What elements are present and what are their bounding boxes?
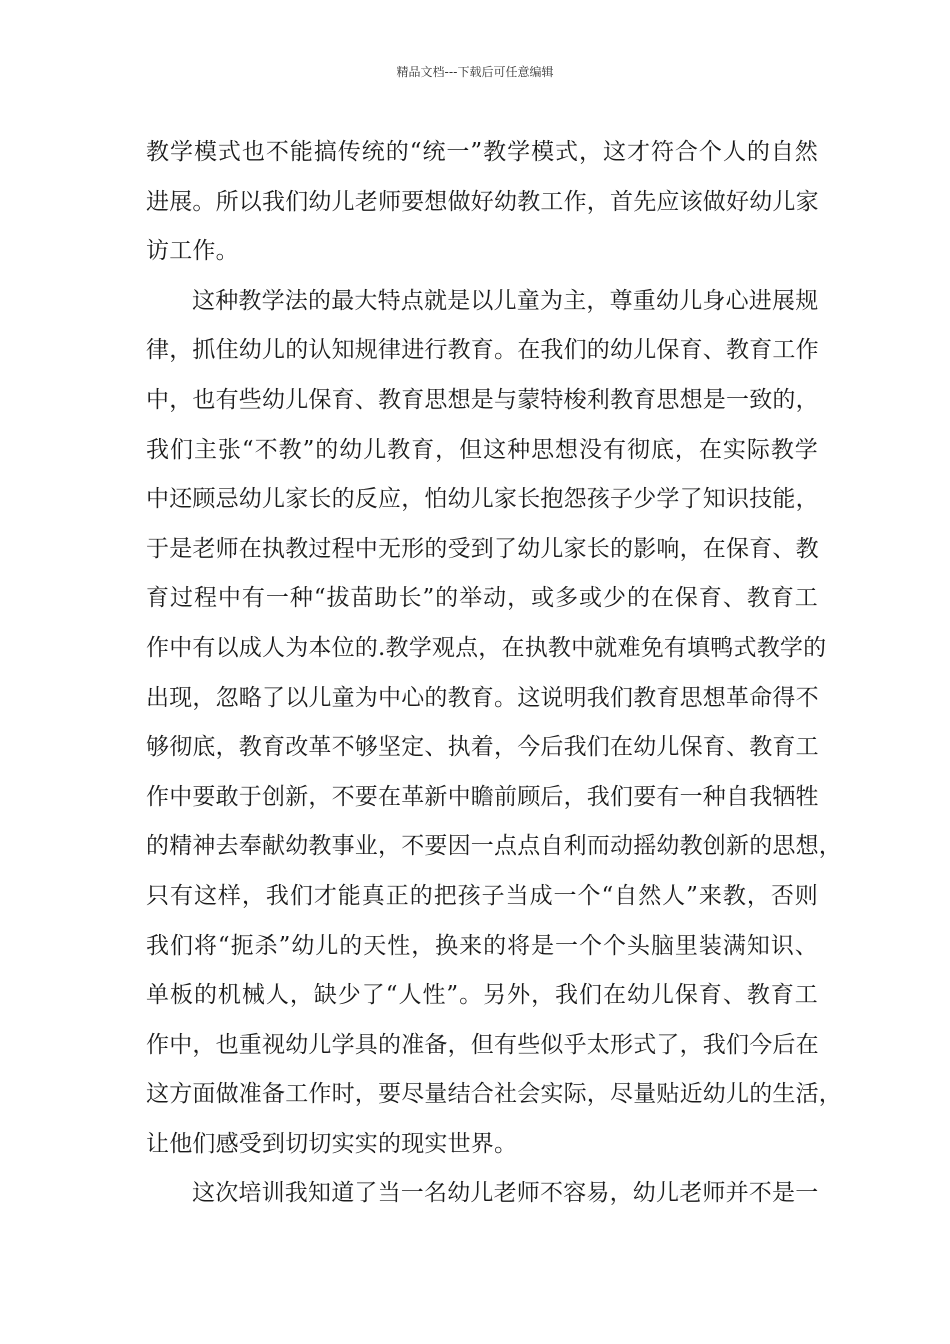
- text-line: 进展。所以我们幼儿老师要想做好幼教工作，首先应该做好幼儿家: [146, 188, 819, 215]
- text-line: 于是老师在执教过程中无形的受到了幼儿家长的影响，在保育、教: [146, 535, 819, 562]
- page-header: 精品文档---下载后可任意编辑: [396, 65, 554, 79]
- text-line: 这方面做准备工作时，要尽量结合社会实际，尽量贴近幼儿的生活，: [146, 1081, 842, 1108]
- text-line: 这次培训我知道了当一名幼儿老师不容易，幼儿老师并不是一: [192, 1180, 819, 1207]
- text-line: 教学模式也不能搞传统的“统一”教学模式，这才符合个人的自然: [146, 139, 818, 165]
- text-line: 单板的机械人，缺少了“人性”。另外，我们在幼儿保育、教育工: [146, 982, 818, 1009]
- text-line: 育过程中有一种“拔苗助长”的举动，或多或少的在保育、教育工: [146, 585, 818, 612]
- text-line: 律，抓住幼儿的认知规律进行教育。在我们的幼儿保育、教育工作: [146, 337, 819, 364]
- text-line: 让他们感受到切切实实的现实世界。: [146, 1130, 518, 1157]
- text-line: 我们主张“不教”的幼儿教育，但这种思想没有彻底，在实际教学: [146, 436, 818, 463]
- paragraph: [146, 128, 818, 277]
- text-line: 的精神去奉献幼教事业，不要因一点点自利而动摇幼教创新的思想，: [146, 833, 842, 860]
- document-body: [146, 128, 842, 1219]
- text-line: 够彻底，教育改革不够坚定、执着，今后我们在幼儿保育、教育工: [146, 734, 819, 761]
- text-line: 作中，也重视幼儿学具的准备，但有些似乎太形式了，我们今后在: [146, 1031, 819, 1058]
- text-line: 我们将“扼杀”幼儿的天性，换来的将是一个个头脑里装满知识、: [146, 932, 818, 959]
- text-line: 这种教学法的最大特点就是以儿童为主，尊重幼儿身心进展规: [192, 287, 819, 314]
- text-line: 中，也有些幼儿保育、教育思想是与蒙特梭利教育思想是一致的，: [146, 386, 819, 413]
- paragraph: [146, 1169, 818, 1219]
- text-line: 访工作。: [146, 238, 239, 265]
- text-line: 作中要敢于创新，不要在革新中瞻前顾后，我们要有一种自我牺牲: [146, 783, 819, 810]
- text-line: 作中有以成人为本位的.教学观点，在执教中就难免有填鸭式教学的: [146, 634, 827, 661]
- text-line: 出现，忽略了以儿童为中心的教育。这说明我们教育思想革命得不: [146, 684, 819, 711]
- paragraph: [146, 277, 842, 1170]
- text-line: 中还顾忌幼儿家长的反应，怕幼儿家长抱怨孩子少学了知识技能，: [146, 486, 819, 513]
- text-line: 只有这样，我们才能真正的把孩子当成一个“自然人”来教，否则: [146, 882, 818, 909]
